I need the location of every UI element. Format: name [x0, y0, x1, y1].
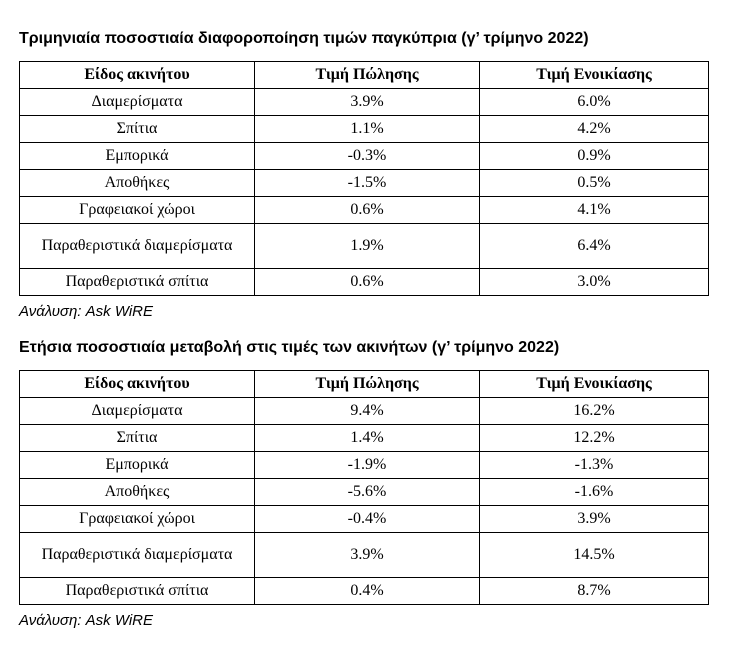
rent-price-cell: 0.9% — [480, 143, 709, 170]
table-header-row — [20, 371, 709, 398]
rent-price-cell: -1.3% — [480, 452, 709, 479]
property-type-cell: Σπίτια — [20, 425, 255, 452]
sale-price-cell: -1.9% — [255, 452, 480, 479]
annual-table-title: Ετήσια ποσοστιαία μεταβολή στις τιμές των ακινήτων (γ’ τρίμηνο 2022) — [19, 339, 560, 356]
property-type-cell: Παραθεριστικά σπίτια — [20, 269, 255, 296]
table-row — [20, 170, 709, 197]
property-type-cell: Παραθεριστικά διαμερίσματα — [20, 533, 255, 578]
rent-price-cell: 0.5% — [480, 170, 709, 197]
sale-price-cell: -0.4% — [255, 506, 480, 533]
table-row — [20, 425, 709, 452]
column-header-property-type: Είδος ακινήτου — [20, 62, 255, 89]
rent-price-cell: -1.6% — [480, 479, 709, 506]
column-header-rent-price: Τιμή Ενοικίασης — [480, 62, 709, 89]
property-type-cell: Διαμερίσματα — [20, 89, 255, 116]
rent-price-cell: 4.1% — [480, 197, 709, 224]
column-header-sale-price: Τιμή Πώλησης — [255, 62, 480, 89]
sale-price-cell: 3.9% — [255, 533, 480, 578]
sale-price-cell: 0.6% — [255, 269, 480, 296]
table-row — [20, 479, 709, 506]
table-row — [20, 452, 709, 479]
property-type-cell: Σπίτια — [20, 116, 255, 143]
property-type-cell: Παραθεριστικά σπίτια — [20, 578, 255, 605]
column-header-sale-price: Τιμή Πώλησης — [255, 371, 480, 398]
sale-price-cell: 1.4% — [255, 425, 480, 452]
rent-price-cell: 12.2% — [480, 425, 709, 452]
table-row — [20, 197, 709, 224]
rent-price-cell: 6.4% — [480, 224, 709, 269]
table-row — [20, 143, 709, 170]
rent-price-cell: 6.0% — [480, 89, 709, 116]
sale-price-cell: 1.1% — [255, 116, 480, 143]
table-row — [20, 578, 709, 605]
annual-source-note: Ανάλυση: Ask WiRE — [19, 612, 154, 629]
rent-price-cell: 8.7% — [480, 578, 709, 605]
sale-price-cell: 3.9% — [255, 89, 480, 116]
rent-price-cell: 14.5% — [480, 533, 709, 578]
sale-price-cell: -5.6% — [255, 479, 480, 506]
table-row — [20, 506, 709, 533]
rent-price-cell: 16.2% — [480, 398, 709, 425]
sale-price-cell: 0.4% — [255, 578, 480, 605]
sale-price-cell: 9.4% — [255, 398, 480, 425]
sale-price-cell: -1.5% — [255, 170, 480, 197]
quarterly-source-note: Ανάλυση: Ask WiRE — [19, 303, 154, 320]
rent-price-cell: 4.2% — [480, 116, 709, 143]
column-header-rent-price: Τιμή Ενοικίασης — [480, 371, 709, 398]
table-header-row — [20, 62, 709, 89]
table-row — [20, 269, 709, 296]
column-header-property-type: Είδος ακινήτου — [20, 371, 255, 398]
property-type-cell: Παραθεριστικά διαμερίσματα — [20, 224, 255, 269]
property-type-cell: Γραφειακοί χώροι — [20, 506, 255, 533]
sale-price-cell: -0.3% — [255, 143, 480, 170]
sale-price-cell: 0.6% — [255, 197, 480, 224]
table-row — [20, 533, 709, 578]
rent-price-cell: 3.0% — [480, 269, 709, 296]
annual-price-table — [19, 370, 709, 605]
quarterly-price-table — [19, 61, 709, 296]
sale-price-cell: 1.9% — [255, 224, 480, 269]
table-row — [20, 89, 709, 116]
table-row — [20, 116, 709, 143]
rent-price-cell: 3.9% — [480, 506, 709, 533]
table-row — [20, 398, 709, 425]
quarterly-table-title: Τριμηνιαία ποσοστιαία διαφοροποίηση τιμών παγκύπρια (γ’ τρίμηνο 2022) — [19, 30, 589, 47]
property-type-cell: Εμπορικά — [20, 143, 255, 170]
property-type-cell: Αποθήκες — [20, 479, 255, 506]
property-type-cell: Αποθήκες — [20, 170, 255, 197]
property-type-cell: Διαμερίσματα — [20, 398, 255, 425]
property-type-cell: Γραφειακοί χώροι — [20, 197, 255, 224]
property-type-cell: Εμπορικά — [20, 452, 255, 479]
table-row — [20, 224, 709, 269]
